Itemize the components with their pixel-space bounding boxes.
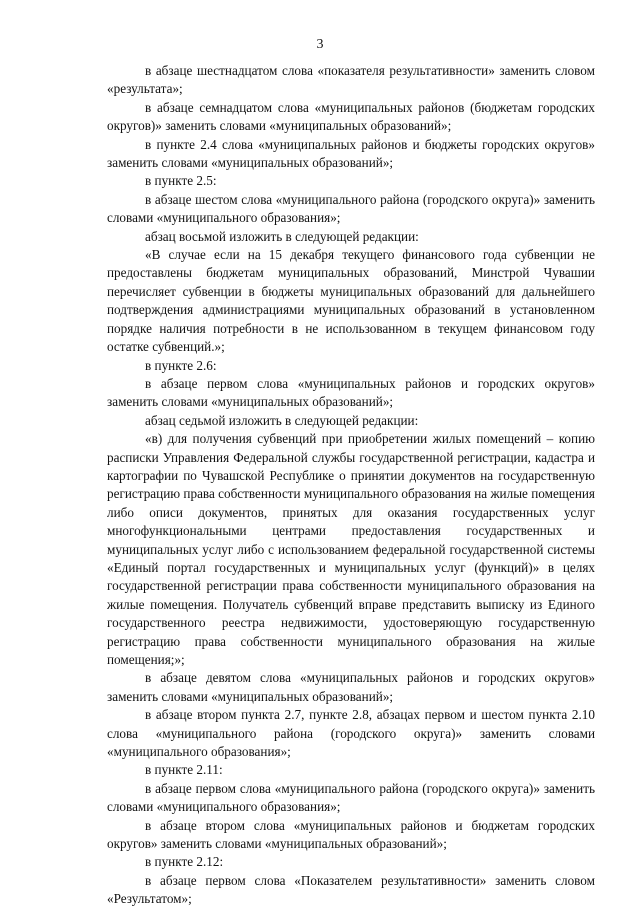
paragraph: в абзаце втором пункта 2.7, пункте 2.8, абзацах первом и шестом пункта 2.10 слова «муниципального района (городского округа)» заменить словами «муниципального образования»; — [107, 707, 595, 760]
page-number: 3 — [316, 37, 324, 52]
paragraph: абзац восьмой изложить в следующей редакции: — [145, 228, 419, 244]
paragraph: в пункте 2.6: — [145, 357, 217, 373]
paragraph: в пункте 2.4 слова «муниципальных районов и бюджеты городских округов» заменить словами «муниципальных образований»; — [107, 136, 595, 171]
paragraph: «В случае если на 15 декабря текущего финансового года субвенции не предоставлены бюджетам муниципальных образований, Минстрой Чувашии перечисляет субвенции в бюджеты муниципальных образований для дальнейшего подтверждения администрациями муниципальных образований в установленном порядке наличия потребности в не использованном в текущем финансовом году остатке субвенций.»; — [107, 247, 595, 355]
paragraph: в абзаце шестнадцатом слова «показателя результативности» заменить словом «результата»; — [107, 63, 595, 97]
paragraph: в пункте 2.12: — [145, 854, 224, 870]
paragraph: абзац седьмой изложить в следующей редакции: — [145, 412, 419, 428]
paragraph: в абзаце первом слова «муниципального района (городского округа)» заменить словами «муниципального образования»; — [107, 780, 595, 815]
document-body — [107, 62, 595, 909]
paragraph: в абзаце первом слова «муниципальных районов и городских округов» заменить словами «муниципальных образований»; — [107, 375, 595, 410]
paragraph: в абзаце первом слова «Показателем результативности» заменить словом «Результатом»; — [107, 872, 595, 907]
paragraph: «в) для получения субвенций при приобретении жилых помещений – копию расписки Управления Федеральной службы государственной регистрации, кадастра и картографии по Чувашской Республике о принятии документов на государственную регистрацию права собственности муниципального образования на жилые помещения либо описи документов, принятых для оказания государственных услуг многофункциональными центрами предоставления государственных и муниципальных услуг либо с использованием федеральной государственной системы «Единый портал государственных и муниципальных услуг (функций)» в целях государственной регистрации права собственности муниципального образования на жилые помещения. Получатель субвенций вправе представить выписку из Единого государственного реестра недвижимости, удостоверяющую государственную регистрацию права собственности муниципального образования на жилые помещения;»; — [107, 431, 595, 667]
paragraph: в пункте 2.11: — [145, 762, 223, 778]
paragraph: в пункте 2.5: — [145, 173, 217, 189]
paragraph: в абзаце девятом слова «муниципальных районов и городских округов» заменить словами «муниципальных образований»; — [107, 670, 595, 704]
paragraph: в абзаце семнадцатом слова «муниципальных районов (бюджетам городских округов)» заменить словами «муниципальных образований»; — [107, 99, 595, 134]
paragraph: в абзаце шестом слова «муниципального района (городского округа)» заменить словами «муниципального образования»; — [107, 191, 595, 226]
paragraph: в абзаце втором слова «муниципальных районов и бюджетам городских округов» заменить словами «муниципальных образований»; — [107, 817, 595, 852]
